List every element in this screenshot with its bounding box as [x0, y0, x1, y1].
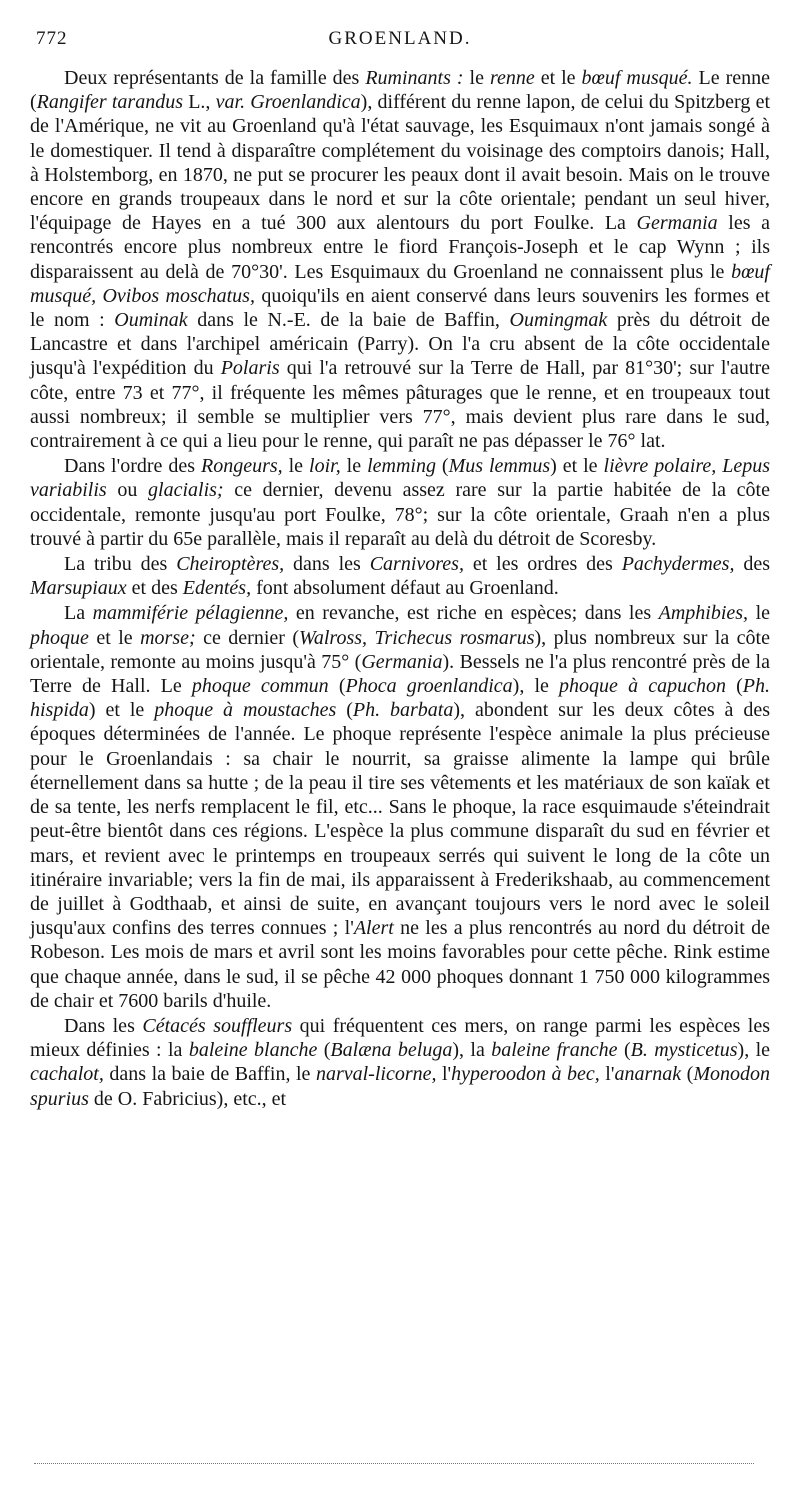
- text-run: et le: [88, 626, 141, 649]
- italic-run: morse;: [140, 626, 196, 649]
- text-run: La tribu des: [64, 553, 177, 576]
- text-run: quoiqu'ils en aient conservé dans leurs souvenirs les formes et le nom :: [30, 284, 770, 332]
- page-header: [30, 28, 770, 58]
- italic-run: baleine blanche: [188, 1039, 318, 1062]
- italic-run: Ph. barbata: [352, 699, 454, 722]
- text-run: dans les: [284, 553, 370, 576]
- page-number: 772: [36, 28, 68, 49]
- italic-run: Ruminants :: [365, 67, 464, 89]
- italic-run: renne: [489, 67, 535, 89]
- italic-run: Phoca groenlandica: [345, 675, 513, 698]
- paragraph-rongeurs: [30, 454, 770, 551]
- text-run: et des: [126, 577, 183, 600]
- text-run: (: [725, 675, 743, 698]
- text-run: ce dernier (: [195, 626, 300, 649]
- text-run: ), la: [452, 1039, 492, 1062]
- paragraph-ruminants: [30, 66, 770, 453]
- text-run: ce dernier, devenu assez rare sur la partie habitée de la côte occidentale, remonte jusqu'au port Foulke, 78°; sur la côte orientale, Graah n'en a plus trouvé à partir du 65e parallèle, mais il reparaît au delà du détroit de Scoresby.: [30, 479, 770, 550]
- text-run: La: [64, 602, 93, 625]
- text-run: ), le: [512, 675, 560, 698]
- italic-run: Germania: [636, 212, 718, 235]
- text-run: (: [317, 1039, 331, 1062]
- italic-run: Walross, Trichecus rosmarus: [299, 626, 535, 649]
- text-run: Le renne (: [30, 67, 770, 114]
- text-run: qui l'a retrouvé sur la Terre de Hall, par 81°30'; sur l'autre côte, entre 73 et 77°, il fréquente les mêmes pâturages que le renne, et en troupeaux tout aussi nombreux; il semble se multiplier vers 77°, mais devient plus rare dans le sud, contrairement à ce qui a lieu pour le renne, qui paraît ne pas dépasser le 76° lat.: [30, 357, 770, 453]
- italic-run: Rangifer tarandus: [36, 91, 183, 114]
- italic-run: anarnak: [614, 1063, 682, 1086]
- text-run: le: [282, 455, 310, 478]
- body-text: [30, 66, 770, 1111]
- italic-run: Ouminak: [114, 309, 188, 332]
- italic-run: Mus lemmus: [448, 455, 551, 478]
- italic-run: Germania: [361, 650, 443, 673]
- text-run: ), abondent sur les deux côtes à des époques déterminées de l'année. Le phoque représente l'espèce animale la plus précieuse pour le Groenlandais : sa chair le nourrit, sa graisse alimente la lampe qui brûle éternellement dans sa hutte ; de la peau il tire ses vêtements et les matériaux de son kaïak et de sa tente, les nerfs remplacent le fil, etc... Sans le phoque, la race esquimaude s'éteindrait peut-être bientôt dans ces régions. L'espèce la plus commune disparaît du sud en février et mars, et revient avec le printemps en troupeaux serrés qui suivent le long de la côte un itinéraire invariable; vers la fin de mai, ils apparaissent à Frederikshaab, au commencement de juillet à Godthaab, et ainsi de suite, en avançant toujours vers le nord avec le soleil jusqu'aux confins des terres connues ; l': [30, 699, 770, 940]
- text-run: (: [617, 1039, 631, 1062]
- italic-run: phoque commun: [191, 675, 329, 698]
- italic-run: var. Groenlandica: [215, 91, 361, 114]
- italic-run: Balæna beluga: [330, 1039, 453, 1062]
- text-run: dans la baie de Baffin, le: [103, 1063, 316, 1086]
- italic-run: Cheiroptères,: [176, 553, 285, 576]
- italic-run: bœuf musqué.: [581, 67, 693, 89]
- italic-run: hyperoodon à bec,: [451, 1063, 600, 1086]
- italic-run: bœuf musqué, Ovibos moschatus,: [30, 260, 770, 307]
- book-page: [30, 28, 770, 1111]
- text-run: et les ordres des: [463, 553, 622, 576]
- text-run: de O. Fabricius), etc., et: [88, 1087, 287, 1110]
- text-run: ne les a plus rencontrés au nord du détroit de Robeson. Les mois de mars et avril sont les moins favorables pour cette pêche. Rink estime que chaque année, dans le sud, il se pêche 42 000 phoques donnant 1 750 000 kilogrammes de chair et 7600 barils d'huile.: [30, 917, 770, 1012]
- italic-run: Alert: [353, 917, 394, 940]
- text-run: le: [340, 455, 368, 478]
- text-run: près du détroit de Lancastre et dans l'archipel américain (Parry). On l'a cru absent de la côte occidentale jusqu'à l'expédition du: [30, 309, 770, 380]
- text-run: le: [748, 602, 771, 625]
- italic-run: lemming: [367, 455, 436, 478]
- text-run: l': [436, 1063, 452, 1086]
- italic-run: Cétacés souffleurs: [142, 1014, 293, 1037]
- italic-run: Edentés,: [182, 577, 252, 600]
- text-run: font absolument défaut au Groenland.: [251, 577, 559, 600]
- italic-run: Marsupiaux: [30, 577, 127, 600]
- text-run: les a rencontrés encore plus nombreux entre le fiord François-Joseph et le cap Wynn ; ils disparaissent au delà de 70°30'. Les Esquimaux du Groenland ne connaissent plus le: [30, 212, 770, 283]
- text-run: (: [336, 699, 353, 722]
- paragraph-mammiferie-pelagienne: [30, 601, 770, 1012]
- text-run: qui fréquentent ces mers, on range parmi les espèces les mieux définies : la: [30, 1014, 770, 1062]
- italic-run: narval-licorne,: [315, 1063, 437, 1086]
- italic-run: Monodon spurius: [30, 1063, 770, 1110]
- italic-run: Pachydermes,: [621, 553, 735, 576]
- italic-run: Ph. hispida: [30, 675, 770, 722]
- running-head: GROENLAND.: [328, 28, 472, 49]
- text-run: ) et le: [550, 455, 604, 478]
- italic-run: B. mysticetus: [630, 1039, 738, 1062]
- text-run: (: [328, 675, 346, 698]
- italic-run: Rongeurs,: [201, 455, 283, 478]
- italic-run: Carnivores,: [369, 553, 464, 576]
- footer-rule: [34, 1463, 754, 1464]
- text-run: L.,: [183, 91, 216, 114]
- italic-run: phoque à capuchon: [559, 675, 726, 698]
- text-run: Dans l'ordre des: [64, 455, 201, 478]
- text-run: (: [681, 1063, 694, 1086]
- italic-run: loir,: [309, 455, 341, 478]
- text-run: le: [463, 67, 490, 89]
- italic-run: phoque: [30, 626, 89, 649]
- italic-run: glacialis;: [148, 479, 224, 502]
- text-run: ), plus nombreux sur la côte orientale, remonte au moins jusqu'à 75° (: [30, 626, 770, 673]
- text-run: dans le N.-E. de la baie de Baffin,: [187, 309, 510, 332]
- text-run: des: [734, 553, 770, 576]
- italic-run: mammiférie pélagienne,: [92, 602, 289, 625]
- text-run: en revanche, est riche en espèces; dans les: [288, 602, 659, 625]
- text-run: ), le: [737, 1039, 771, 1062]
- italic-run: Oumingmak: [509, 309, 608, 332]
- italic-run: lièvre polaire, Lepus variabilis: [30, 455, 771, 502]
- text-run: ), différent du renne lapon, de celui du Spitzberg et de l'Amérique, ne vit au Groenland qu'à l'état sauvage, les Esquimaux n'ont jamais songé à le domestiquer. Il tend à disparaître complétement du voisinage des comptoirs danois; Hall, à Holstemborg, en 1870, ne put se procurer les peaux dont il avait besoin. Mais on le trouve encore en grands troupeaux dans le nord et sur la côte orientale; pendant un seul hiver, l'équipage de Hayes en a tué 300 aux alentours du port Foulke. La: [30, 91, 770, 235]
- italic-run: Polaris: [220, 357, 280, 380]
- text-run: ) et le: [88, 699, 155, 722]
- text-run: Dans les: [64, 1014, 143, 1037]
- italic-run: Amphibies,: [658, 602, 749, 625]
- text-run: ou: [106, 479, 149, 502]
- paragraph-absent-orders: [30, 552, 770, 600]
- italic-run: baleine franche: [491, 1039, 618, 1062]
- text-run: ). Bessels ne l'a plus rencontré près de la Terre de Hall. Le: [30, 650, 770, 698]
- italic-run: cachalot,: [30, 1063, 104, 1086]
- italic-run: phoque à moustaches: [154, 699, 337, 722]
- text-run: (: [435, 455, 449, 478]
- text-run: et le: [534, 67, 582, 89]
- text-run: Deux représentants de la famille des: [64, 67, 366, 89]
- paragraph-cetaces: [30, 1014, 770, 1111]
- text-run: l': [599, 1063, 615, 1086]
